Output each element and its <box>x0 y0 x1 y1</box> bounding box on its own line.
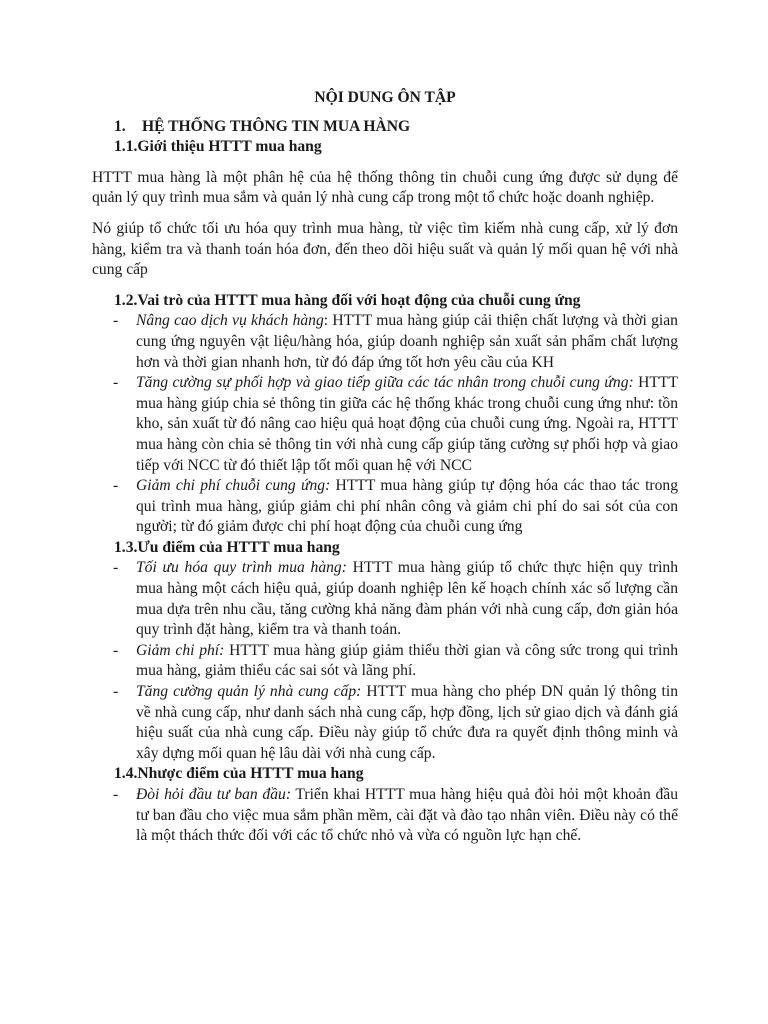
list-item-text: HTTT mua hàng giúp tổ chức thực hiện quy trình mua hàng một cách hiệu quả, giúp doanh nghiệp lên kế hoạch chính xác số lượng cần mua dựa trên nhu cầu, tăng cường khả năng đàm phán với nhà cung cấp, đơn giản hóa quy trình đặt hàng, kiểm tra và thanh toán. <box>136 559 678 639</box>
intro-paragraph-2: Nó giúp tổ chức tối ưu hóa quy trình mua hàng, từ việc tìm kiếm nhà cung cấp, xử lý đơn hàng, kiểm tra và thanh toán hóa đơn, đến theo dõi hiệu suất và quản lý mối quan hệ với nhà cung cấp <box>92 219 678 279</box>
list-dash: - <box>113 477 119 495</box>
list-item-text: : HTTT mua hàng giúp cải thiện chất lượng và thời gian cung ứng nguyên vật liệu/hàng hóa, giúp doanh nghiệp sản xuất sản phẩm chất lượng hơn và thời gian nhanh hơn, từ đó đáp ứng tốt hơn yêu cầu của KH <box>136 312 678 371</box>
list-item-text: Triển khai HTTT mua hàng hiệu quả đòi hỏi một khoản đầu tư ban đầu cho việc mua sắm phần mềm, cài đặt và đào tạo nhân viên. Điều này có thể là một thách thức đối với các tổ chức nhỏ và vừa có nguồn lực hạn chế. <box>136 786 678 845</box>
list-dash: - <box>113 312 119 330</box>
list-item-text: HTTT mua hàng cho phép DN quản lý thông tin về nhà cung cấp, như danh sách nhà cung cấp, hợp đồng, lịch sử giao dịch và đánh giá hiệu suất của nhà cung cấp. Điều này giúp tổ chức đưa ra quyết định thông minh và xây dựng mối quan hệ lâu dài với nhà cung cấp. <box>136 683 678 762</box>
list-dash: - <box>113 683 119 701</box>
roles-list <box>92 311 678 538</box>
list-item <box>92 476 678 538</box>
section-1-title: HỆ THỐNG THÔNG TIN MUA HÀNG <box>142 117 411 135</box>
document-page <box>92 88 678 847</box>
subsection-1-2-heading: 1.2.Vai trò của HTTT mua hàng đối với hoạt động của chuỗi cung ứng <box>114 291 581 309</box>
section-1-heading <box>114 117 678 138</box>
list-item <box>92 558 678 640</box>
list-item-term: Tối ưu hóa quy trình mua hàng: <box>136 559 347 577</box>
advantages-list <box>92 558 678 764</box>
list-item-term: Tăng cường quản lý nhà cung cấp: <box>136 683 362 701</box>
list-dash: - <box>113 374 119 392</box>
list-item-text: HTTT mua hàng giúp tự động hóa các thao tác trong qui trình mua hàng, giúp giảm chi phí nhân công và giảm chi phí do sai sót của con người; từ đó giảm được chi phí hoạt động của chuỗi cung ứng <box>136 477 678 536</box>
list-item-term: Nâng cao dịch vụ khách hàng <box>136 312 324 330</box>
subsection-1-4-heading: 1.4.Nhược điểm của HTTT mua hang <box>114 765 364 783</box>
list-item-text: HTTT mua hàng giúp chia sẻ thông tin giữa các hệ thống khác trong chuỗi cung ứng như: tồn kho, sản xuất từ đó nâng cao hiệu quả hoạt động của chuỗi cung ứng. Ngoài ra, HTTT mua hàng còn chia sẻ thông tin với nhà cung cấp giúp tăng cường sự phối hợp và giao tiếp với NCC từ đó thiết lập tốt mối quan hệ với NCC <box>136 374 678 474</box>
subsection-1-1-heading: 1.1.Giới thiệu HTTT mua hang <box>114 138 322 156</box>
list-item <box>92 785 678 847</box>
list-dash: - <box>113 559 119 577</box>
list-dash: - <box>113 786 119 803</box>
document-title: NỘI DUNG ÔN TẬP <box>314 89 456 106</box>
list-item-text: HTTT mua hàng giúp giảm thiểu thời gian và công sức trong qui trình mua hàng, giảm thiểu các sai sót và lãng phí. <box>136 641 678 680</box>
list-item-term: Tăng cường sự phối hợp và giao tiếp giữa các tác nhân trong chuỗi cung ứng: <box>136 374 634 392</box>
intro-paragraph-1: HTTT mua hàng là một phân hệ của hệ thống thông tin chuỗi cung ứng được sử dụng để quản lý quy trình mua sắm và quản lý nhà cung cấp trong một tổ chức hoặc doanh nghiệp. <box>92 168 678 207</box>
list-dash: - <box>113 641 119 659</box>
list-item-term: Giảm chi phí chuỗi cung ứng: <box>136 477 331 495</box>
list-item <box>92 682 678 764</box>
disadvantages-list <box>92 785 678 847</box>
subsection-1-3-heading: 1.3.Ưu điểm của HTTT mua hang <box>114 538 340 556</box>
list-item-term: Đòi hỏi đầu tư ban đầu: <box>136 786 292 803</box>
list-item <box>92 373 678 476</box>
list-item <box>92 311 678 373</box>
section-1-number: 1. <box>114 117 126 135</box>
list-item <box>92 641 678 682</box>
list-item-term: Giảm chi phí: <box>136 641 225 659</box>
